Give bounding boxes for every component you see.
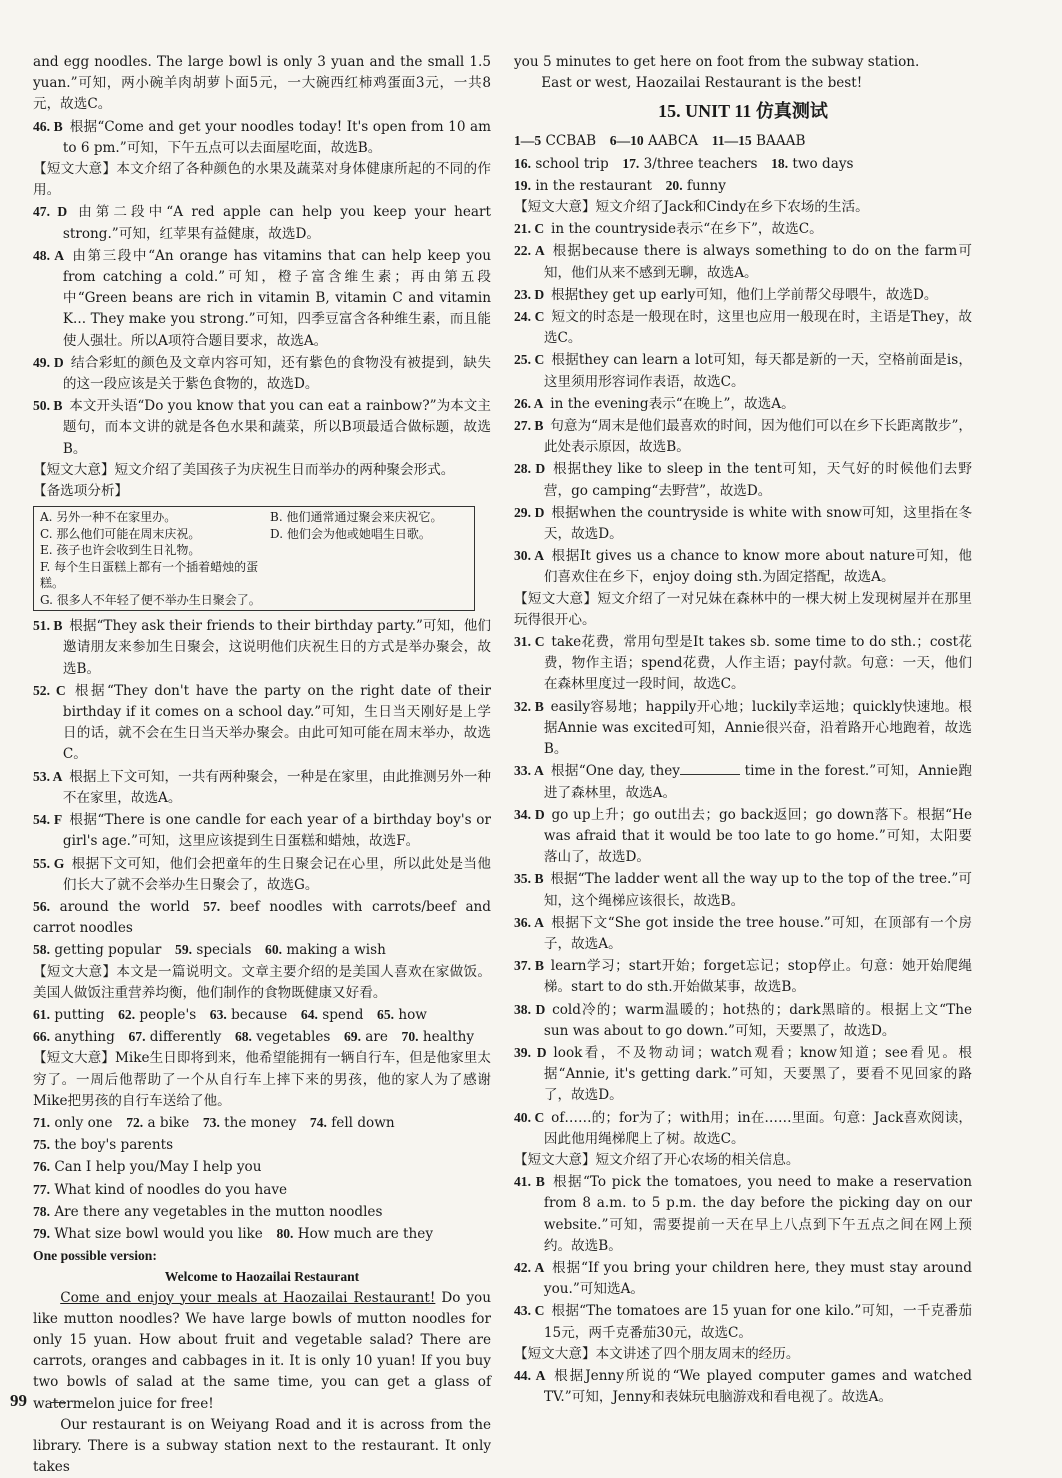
answer-line <box>33 896 491 939</box>
answer-explanation: 根据下文“She got inside the tree house.”可知，在顶部有一个房子，故选A。 <box>543 914 972 952</box>
answer-item <box>514 1171 972 1257</box>
essay-underlined: Come and enjoy your meals at Haozailai Restaurant! <box>60 1289 436 1306</box>
answer-item <box>33 116 491 159</box>
answer-number: 66. <box>33 1029 50 1045</box>
answer-number: 55. G <box>33 855 65 871</box>
answer-number: 67. <box>128 1029 146 1045</box>
answer-line <box>33 1156 491 1178</box>
answer-number: 56. <box>33 898 50 914</box>
answer-number: 77. <box>33 1181 50 1197</box>
answer-text: anything <box>50 1029 115 1046</box>
option-row <box>40 509 468 526</box>
answer-item <box>33 853 491 896</box>
answer-item <box>514 240 972 283</box>
summary-note: 【短文大意】本文介绍了各种颜色的水果及蔬菜对身体健康所起的不同的作用。 <box>33 161 491 199</box>
answer-number: 43. C <box>514 1303 545 1319</box>
answer-explanation: 根据“They don't have the party on the right date of their birthday if it comes on a school day.”可知，生日当天刚好是上学日的话，就不会在生日当天举办聚会。由此可知可能在周末举办，故选C。 <box>62 682 491 763</box>
answer-number: 58. <box>33 942 50 958</box>
option-text: A. 另外一种不在家里办。 <box>40 510 177 525</box>
answer-explanation: 根据“One day, they <box>543 763 680 780</box>
answer-explanation: cold冷的；warm温暖的；hot热的；dark黑暗的。根据上文“The sun was about to go down.”可知，天要黑了，故选D。 <box>543 1001 972 1039</box>
answer-item <box>514 868 972 911</box>
essay-paragraph <box>33 1415 491 1478</box>
answer-item <box>33 615 491 680</box>
answer-explanation: 根据they can learn a lot可知，每天都是新的一天，空格前面是is，这里须用形容词作表语，故选C。 <box>543 352 972 390</box>
answer-explanation: 结合彩虹的颜色及文章内容可知，还有紫色的食物没有被提到，缺失的这一段应该是关于紫色食物的，故选D。 <box>62 354 491 393</box>
answer-number: 72. <box>126 1114 144 1130</box>
answer-item <box>514 1300 972 1343</box>
answer-line <box>33 1112 491 1134</box>
answer-number: 62. <box>118 1006 136 1022</box>
answer-number: 33. A <box>514 763 544 779</box>
answer-number: 26. A <box>514 395 544 411</box>
answer-item <box>514 306 972 349</box>
answer-number: 73. <box>202 1114 220 1130</box>
answer-text: Are there any vegetables in the mutton noodles <box>50 1203 383 1220</box>
answer-number: 78. <box>33 1203 50 1219</box>
paragraph: you 5 minutes to get here on foot from the subway station. <box>514 54 920 70</box>
answer-number: 50. B <box>33 398 63 414</box>
answer-item <box>514 1257 972 1300</box>
answer-item <box>514 349 972 392</box>
option-row <box>40 592 468 609</box>
answer-number: 23. D <box>514 286 545 302</box>
answer-text: the boy's parents <box>50 1137 174 1154</box>
section-title: 15. UNIT 11 仿真测试 <box>658 101 828 122</box>
answer-number: 29. D <box>514 504 545 520</box>
answer-number: 57. <box>203 898 221 914</box>
answer-text: fell down <box>326 1114 395 1131</box>
answer-number: 21. C <box>514 221 545 237</box>
answer-explanation: 根据they like to sleep in the tent可知，天气好的时候他们去野营，go camping“去野营”，故选D。 <box>543 461 972 499</box>
answer-number: 40. C <box>514 1109 545 1125</box>
answer-text: CCBAB <box>541 133 597 150</box>
answer-line <box>33 1179 491 1201</box>
answer-item <box>33 809 491 852</box>
answer-explanation: 根据“The tomatoes are 15 yuan for one kilo.”可知，一千克番茄15元，两千克番茄30元，故选C。 <box>543 1303 972 1341</box>
answer-item <box>514 631 972 696</box>
answer-number: 48. A <box>33 247 65 263</box>
answer-item <box>514 999 972 1042</box>
answer-item <box>33 680 491 766</box>
answer-line <box>33 1134 491 1156</box>
option-text: G. 很多人不年轻了便不举办生日聚会了。 <box>40 592 261 607</box>
answer-explanation: easily容易地；happily开心地；luckily幸运地；quickly快速地。根据Annie was excited可知，Annie很兴奋，沿着路开心地跑着，故选B。 <box>543 698 972 758</box>
answer-item <box>514 545 972 588</box>
answer-text: 3/three teachers <box>639 155 758 172</box>
answer-number: 41. B <box>514 1174 545 1190</box>
answer-item <box>514 1042 972 1107</box>
option-row <box>40 559 468 592</box>
answer-explanation: 根据“Come and get your noodles today! It's open from 10 am to 6 pm.”可知，下午五点可以去面屋吃面，故选B。 <box>62 118 491 156</box>
answer-number: 1—5 <box>514 133 542 149</box>
page-number: 99 <box>10 1391 27 1410</box>
answer-text: How much are they <box>293 1225 433 1242</box>
answer-explanation: 根据下文可知，他们会把童年的生日聚会记在心里，所以此处是当他们长大了就不会举办生日聚会了，故选G。 <box>62 855 492 893</box>
answer-text: making a wish <box>282 942 386 959</box>
answer-text: Can I help you/May I help you <box>50 1159 262 1176</box>
answer-item <box>514 218 972 240</box>
answer-line <box>514 153 972 175</box>
answer-text: beef noodles with carrots/beef and carrot noodles <box>33 898 492 937</box>
answer-text: because <box>226 1006 288 1023</box>
summary-note: 【短文大意】短文介绍了开心农场的相关信息。 <box>514 1151 800 1168</box>
answer-line <box>33 1223 491 1245</box>
answer-number: 63. <box>209 1006 227 1022</box>
answer-item <box>514 458 972 501</box>
answer-explanation: 根据they get up early可知，他们上学前帮父母喂牛，故选D。 <box>544 286 938 303</box>
answer-explanation: 根据“The ladder went all the way up to the top of the tree.”可知，这个绳梯应该很长，故选B。 <box>543 871 972 909</box>
answer-explanation: look看，不及物动词；watch观看；know知道；see看见。根据“Annie, it's getting dark.”可知，天要黑了，要看不见回家的路了，故选D。 <box>543 1044 972 1104</box>
answer-item <box>514 284 972 306</box>
answer-explanation: in the evening表示“在晚上”，故选A。 <box>543 395 795 412</box>
answer-text: getting popular <box>50 942 162 959</box>
answer-explanation: 根据“If you bring your children here, they must stay around you.”可知选A。 <box>543 1259 972 1298</box>
answer-number: 79. <box>33 1225 50 1241</box>
answer-item <box>514 804 972 869</box>
answer-explanation: 根据“They ask their friends to their birthday party.”可知，他们邀请朋友来参加生日聚会，这说明他们庆祝生日的方式是举办聚会，故选B。 <box>62 618 491 677</box>
answer-explanation: 根据上下文可知，一共有两种聚会，一种是在家里，由此推测另外一种不在家里，故选A。 <box>62 768 491 806</box>
answer-item <box>33 201 491 244</box>
answer-text: specials <box>192 942 252 959</box>
essay-paragraph <box>33 1288 491 1415</box>
answer-explanation: learn学习；start开始；forget忘记；stop停止。句意：她开始爬绳梯。start to do sth.开始做某事，故选B。 <box>543 958 972 996</box>
answer-item <box>514 1107 972 1150</box>
answer-number: 11—15 <box>711 133 752 149</box>
answer-text: funny <box>682 177 726 194</box>
answer-number: 30. A <box>514 548 545 564</box>
answer-text: spend <box>317 1006 364 1023</box>
essay-text: Do you like mutton noodles? We have large bowls of mutton noodles for only 15 yuan. How about fruit and vegetable salad? There are carrots, oranges and cabbages in it. It is only 10 yuan! If you buy two bowls of salad at the same time, you can get a glass of watermelon juice for free! <box>33 1289 491 1412</box>
answer-text: only one <box>50 1114 113 1131</box>
answer-text: What size bowl would you like <box>50 1225 263 1242</box>
answer-item <box>514 760 972 803</box>
page-number-rule <box>50 1402 66 1403</box>
answer-line <box>514 130 972 152</box>
answer-item <box>514 502 972 545</box>
answer-number: 75. <box>33 1137 50 1153</box>
essay-text: Our restaurant is on Weiyang Road and it is across from the library. There is a subway station next to the restaurant. It only takes <box>33 1416 491 1476</box>
answer-number: 65. <box>377 1006 395 1022</box>
option-row <box>40 542 468 559</box>
essay-paragraph <box>514 73 972 94</box>
answer-number: 25. C <box>514 352 545 368</box>
answer-explanation: of……的；for为了；with用；in在……里面。句意：Jack喜欢阅读，因此他用绳梯爬上了树。故选C。 <box>543 1109 972 1147</box>
answer-explanation: 句意为“周末是他们最喜欢的时间，因为他们可以在乡下长距离散步”，此处表示原因，故选B。 <box>543 418 972 456</box>
option-text: F. 每个生日蛋糕上都有一个插着蜡烛的蛋糕。 <box>40 559 259 591</box>
answer-item <box>33 352 491 395</box>
answer-text: AABCA <box>643 133 699 150</box>
answer-text: how <box>394 1006 427 1023</box>
option-text: D. 他们会为他或她唱生日歌。 <box>270 526 431 541</box>
answer-text: the money <box>219 1114 297 1131</box>
answer-explanation: 根据when the countryside is white with snow可知，这里指在冬天，故选D。 <box>543 504 973 543</box>
answer-text: vegetables <box>251 1029 331 1046</box>
answer-line <box>33 1004 491 1026</box>
answer-item <box>33 245 491 352</box>
answer-explanation: 根据“To pick the tomatoes, you need to make a reservation from 8 a.m. to 5 p.m. the day before the picking day on our website.”可知，需要提前一天在早上八点到下午五点之间在网上预约。故选B。 <box>543 1174 972 1254</box>
option-row <box>40 526 468 543</box>
answer-explanation: 本文开头语“Do you know that you can eat a rainbow?”为本文主题句，而本文讲的就是各色水果和蔬菜，所以B项最适合做标题，故选B。 <box>62 398 491 457</box>
answer-explanation: in the countryside表示“在乡下”，故选C。 <box>544 221 823 238</box>
answer-number: 35. B <box>514 871 544 887</box>
answer-explanation: 根据“There is one candle for each year of a birthday boy's or girl's age.”可知，这里应该提到生日蛋糕和蜡烛，故选F。 <box>62 812 491 850</box>
answer-explanation: 根据because there is always something to do on the farm可知，他们从来不感到无聊，故选A。 <box>543 243 972 281</box>
answer-number: 44. A <box>514 1367 546 1383</box>
answer-number: 68. <box>234 1029 252 1045</box>
answer-number: 24. C <box>514 309 545 325</box>
answer-explanation: go up上升；go out出去；go back返回；go down落下。根据“He was afraid that it would be too late to go home.”可知，太阳要落山了，故选D。 <box>543 806 972 866</box>
answer-number: 34. D <box>514 806 545 822</box>
answer-number: 16. <box>514 155 531 171</box>
answer-line <box>33 939 491 961</box>
answer-text: BAAAB <box>751 133 806 150</box>
answer-number: 51. B <box>33 618 63 634</box>
answer-line <box>514 175 972 197</box>
answer-text: What kind of noodles do you have <box>50 1181 288 1198</box>
answer-number: 32. B <box>514 698 544 714</box>
answer-number: 69. <box>343 1029 361 1045</box>
answer-number: 37. B <box>514 958 544 974</box>
option-analysis-box <box>33 506 475 611</box>
answer-number: 64. <box>300 1006 318 1022</box>
answer-text: putting <box>50 1006 105 1023</box>
left-column <box>33 52 491 1478</box>
answer-line <box>33 1201 491 1223</box>
answer-explanation: take花费，常用句型是It takes sb. some time to do sth.；cost花费，物作主语；spend花费，人作主语；pay付款。句意：一天，他们在森林里度过一段时间，故选C。 <box>543 634 972 693</box>
summary-note: 【短文大意】短文介绍了一对兄妹在森林中的一棵大树上发现树屋并在那里玩得很开心。 <box>514 590 972 628</box>
answer-number: 18. <box>771 155 789 171</box>
summary-note: 【短文大意】短文介绍了美国孩子为庆祝生日而举办的两种聚会形式。 <box>33 461 455 478</box>
answer-item <box>514 955 972 998</box>
summary-note: 【短文大意】本文是一篇说明文。文章主要介绍的是美国人喜欢在家做饭。美国人做饭注重营养均衡，他们制作的食物既健康又好看。 <box>33 963 491 1001</box>
answer-text: two days <box>788 155 854 172</box>
answer-item <box>33 395 491 460</box>
answer-number: 49. D <box>33 354 64 370</box>
answer-explanation: time in the forest.”可知，Annie跑进了森林里，故选A。 <box>543 763 972 801</box>
answer-text: people's <box>135 1006 197 1023</box>
essay-title: Welcome to Haozailai Restaurant <box>164 1269 360 1285</box>
essay-text: East or west, Haozailai Restaurant is the best! <box>541 75 863 92</box>
answer-explanation: 根据Jenny所说的“We played computer games and watched TV.”可知，Jenny和表妹玩电脑游戏和看电视了。故选A。 <box>543 1367 972 1406</box>
answer-number: 52. C <box>33 682 66 698</box>
answer-text: in the restaurant <box>531 177 652 194</box>
answer-number: 61. <box>33 1006 50 1022</box>
answer-item <box>514 415 972 458</box>
answer-number: 38. D <box>514 1001 546 1017</box>
answer-number: 60. <box>265 942 283 958</box>
paragraph: and egg noodles. The large bowl is only 3 yuan and the small 1.5 yuan.”可知，两小碗羊肉胡萝卜面5元，一大碗西红柿鸡蛋面3元，一共8元，故选C。 <box>33 54 491 113</box>
summary-note: 【备选项分析】 <box>33 483 129 500</box>
answer-text: healthy <box>418 1029 475 1046</box>
answer-explanation: 由第二段中“A red apple can help you keep your heart strong.”可知，红苹果有益健康，故选D。 <box>62 204 491 242</box>
answer-number: 74. <box>309 1114 327 1130</box>
answer-number: 70. <box>401 1029 419 1045</box>
answer-number: 17. <box>622 155 640 171</box>
answer-number: 31. C <box>514 634 545 650</box>
answer-text: differently <box>145 1029 222 1046</box>
answer-number: 53. A <box>33 768 63 784</box>
answer-text: a bike <box>143 1114 190 1131</box>
answer-number: 71. <box>33 1114 50 1130</box>
answer-number: 36. A <box>514 914 544 930</box>
option-text: E. 孩子也许会收到生日礼物。 <box>40 543 201 558</box>
answer-explanation: 根据It gives us a chance to know more about nature可知，他们喜欢住在乡下，enjoy doing sth.为固定搭配，故选A。 <box>543 548 972 586</box>
summary-note: 【短文大意】Mike生日即将到来，他希望能拥有一辆自行车，但是他家里太穷了。一周后他帮助了一个从自行车上摔下来的男孩，他的家人为了感谢Mike把男孩的自行车送给了他。 <box>33 1050 491 1109</box>
section-heading: One possible version: <box>33 1248 157 1264</box>
answer-number: 47. D <box>33 204 68 220</box>
summary-note: 【短文大意】本文讲述了四个朋友周末的经历。 <box>514 1345 800 1362</box>
answer-number: 20. <box>665 177 683 193</box>
answer-text: around the world <box>50 898 190 915</box>
option-text: B. 他们通常通过聚会来庆祝它。 <box>270 510 443 525</box>
answer-explanation: 由第三段中“An orange has vitamins that can help keep you from catching a cold.”可知，橙子富含维生素；再由第五段中“Green beans are rich in vitamin B, vitamin C and vitamin K... They make you strong.”可知，四季豆富含各种维生素，而且能使人强壮。所以A项符合题目要求，故选A。 <box>62 247 491 349</box>
answer-number: 28. D <box>514 461 546 477</box>
answer-line <box>33 1026 491 1048</box>
answer-number: 59. <box>175 942 193 958</box>
summary-note: 【短文大意】短文介绍了Jack和Cindy在乡下农场的生活。 <box>514 199 869 216</box>
answer-item <box>514 1365 972 1408</box>
option-text: C. 那么他们可能在周末庆祝。 <box>40 526 201 541</box>
answer-number: 54. F <box>33 812 63 828</box>
answer-item <box>514 912 972 955</box>
answer-number: 39. D <box>514 1044 547 1060</box>
answer-item <box>33 766 491 809</box>
answer-number: 46. B <box>33 118 63 134</box>
answer-explanation: 短文的时态是一般现在时，这里也应用一般现在时，主语是They，故选C。 <box>543 309 972 347</box>
answer-number: 42. A <box>514 1259 545 1275</box>
answer-number: 6—10 <box>609 133 644 149</box>
answer-text: school trip <box>531 155 609 172</box>
answer-text: are <box>360 1029 388 1046</box>
answer-item <box>514 696 972 761</box>
answer-number: 76. <box>33 1159 50 1175</box>
right-column <box>514 52 972 1408</box>
answer-number: 27. B <box>514 418 544 434</box>
answer-item <box>514 393 972 415</box>
answer-number: 19. <box>514 177 531 193</box>
answer-number: 80. <box>276 1225 294 1241</box>
blank-line <box>680 774 740 775</box>
answer-number: 22. A <box>514 243 545 259</box>
